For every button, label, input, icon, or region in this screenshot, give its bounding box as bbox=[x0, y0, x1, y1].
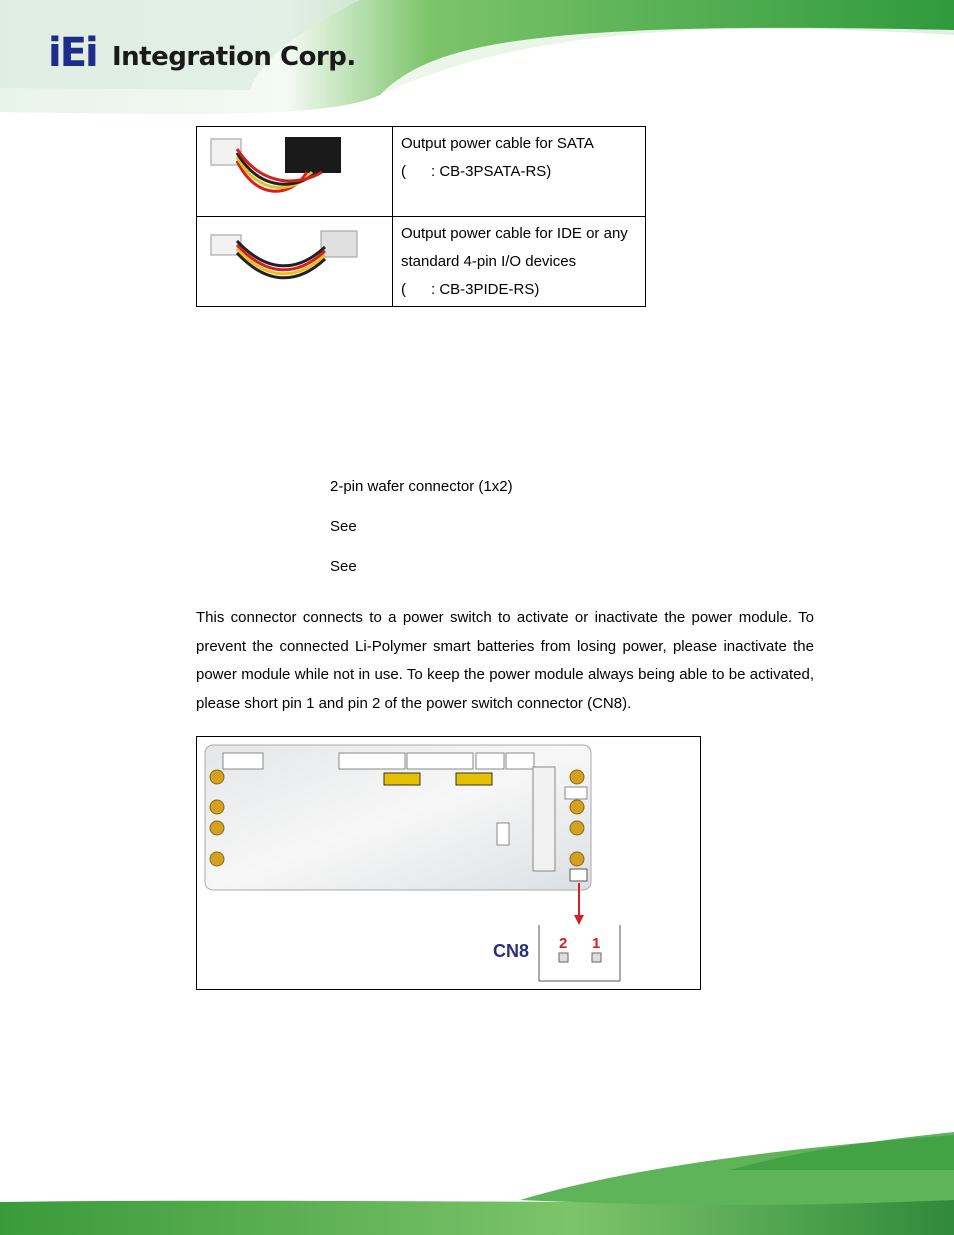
ide-cable-image-cell bbox=[197, 217, 393, 307]
company-logo-text: Integration Corp. bbox=[112, 42, 356, 72]
ide-cable-line1: Output power cable for IDE or any bbox=[401, 225, 628, 242]
connector-description: This connector connects to a power switch to activate or inactivate the power module. To prevent the connected Li-Polymer smart batteries from losing power, please inactivate the power module while not in use. To keep the power module always being able to be activated, please short pin 1 and pin 2 of the power switch connector (CN8). bbox=[196, 609, 814, 712]
table-row bbox=[197, 127, 646, 217]
cn8-location-figure bbox=[196, 736, 701, 990]
footer-banner bbox=[0, 1130, 954, 1235]
sata-cable-description bbox=[393, 127, 646, 217]
pin-1-label: 1 bbox=[592, 935, 601, 952]
ide-cable-part: ( : CB-3PIDE-RS) bbox=[401, 281, 540, 298]
connector-location-see: See bbox=[330, 518, 357, 535]
pin-2-label: 2 bbox=[559, 935, 568, 952]
sata-cable-part: ( : CB-3PSATA-RS) bbox=[401, 163, 552, 180]
cable-table bbox=[196, 126, 646, 307]
company-logo-mark: iEi bbox=[48, 30, 97, 76]
connector-pinout-see: See bbox=[330, 558, 357, 575]
connector-type: 2-pin wafer connector (1x2) bbox=[330, 478, 513, 495]
sata-cable-image-cell bbox=[197, 127, 393, 217]
ide-cable-line2: standard 4-pin I/O devices bbox=[401, 253, 577, 270]
table-row bbox=[197, 217, 646, 307]
cn8-label: CN8 bbox=[493, 941, 530, 961]
board-diagram bbox=[197, 737, 700, 989]
sata-cable-line1: Output power cable for SATA bbox=[401, 135, 594, 152]
ide-cable-image bbox=[197, 217, 392, 301]
ide-cable-description bbox=[393, 217, 646, 307]
sata-cable-image bbox=[197, 127, 392, 211]
